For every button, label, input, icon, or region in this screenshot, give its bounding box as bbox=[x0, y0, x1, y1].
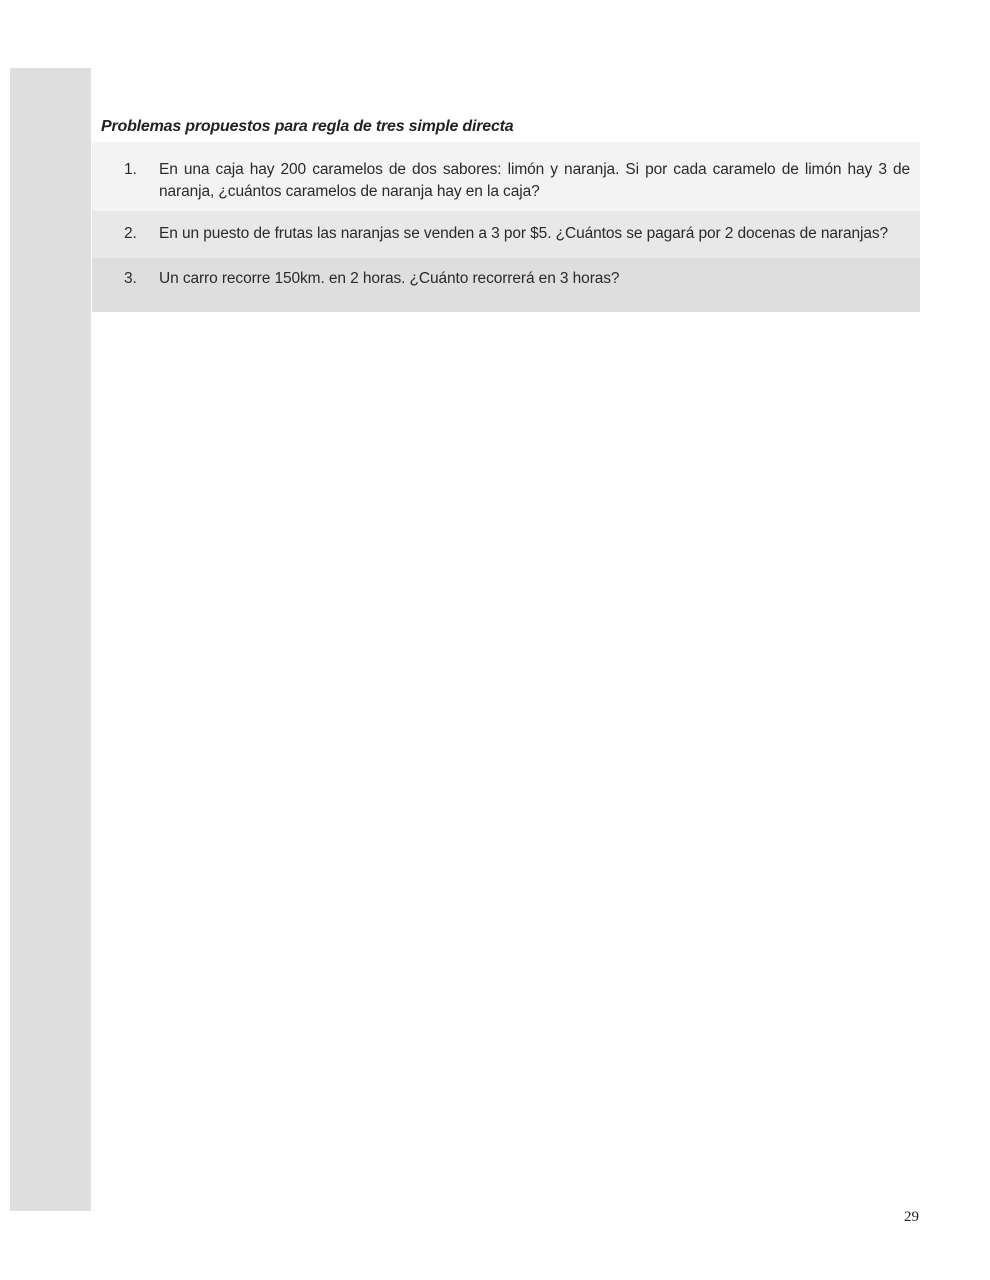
problem-item bbox=[92, 211, 920, 258]
section-title: Problemas propuestos para regla de tres simple directa bbox=[101, 118, 514, 135]
problem-number: 3. bbox=[124, 270, 137, 287]
problem-item bbox=[92, 142, 920, 211]
problem-list bbox=[92, 142, 920, 312]
side-bar bbox=[10, 68, 91, 1211]
problem-text: En un puesto de frutas las naranjas se venden a 3 por $5. ¿Cuántos se pagará por 2 docenas de naranjas? bbox=[159, 225, 889, 242]
page-number: 29 bbox=[904, 1209, 919, 1225]
problem-item bbox=[92, 258, 920, 312]
problem-number: 1. bbox=[124, 161, 137, 178]
problem-number: 2. bbox=[124, 225, 137, 242]
problem-text: En una caja hay 200 caramelos de dos sabores: limón y naranja. Si por cada caramelo de limón hay 3 de naranja, ¿cuántos caramelos de naranja hay en la caja? bbox=[159, 161, 910, 200]
problem-text: Un carro recorre 150km. en 2 horas. ¿Cuánto recorrerá en 3 horas? bbox=[159, 270, 620, 287]
